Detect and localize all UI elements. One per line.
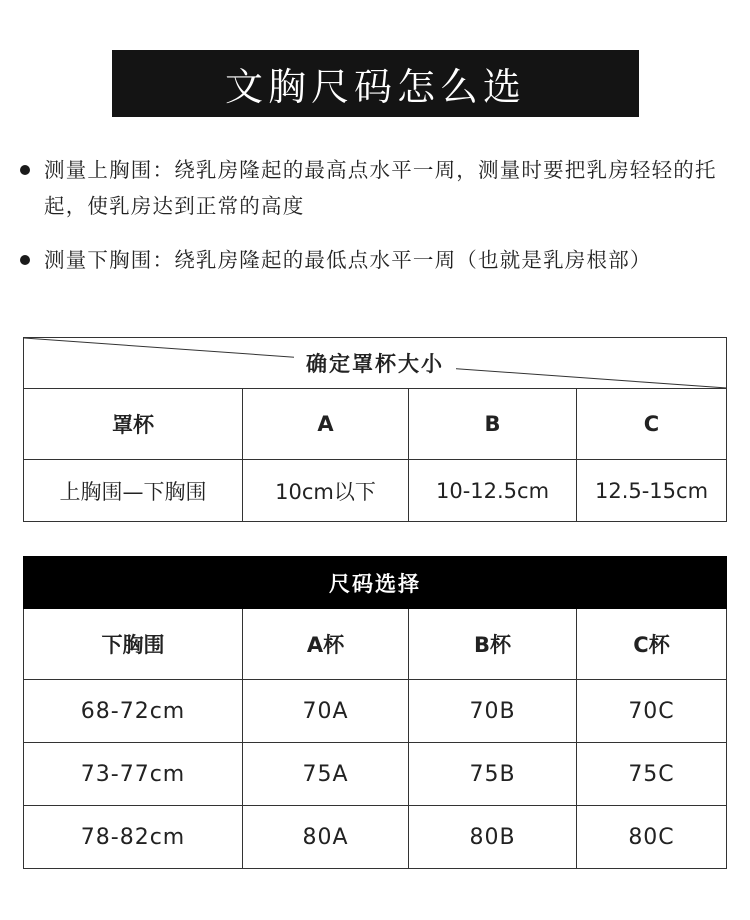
- table-cell: 80B: [409, 806, 577, 869]
- instruction-upper-bust-text: 测量上胸围：绕乳房隆起的最高点水平一周，测量时要把乳房轻轻的托起，使乳房达到正常的高度: [44, 158, 717, 218]
- cup-table-title-text: 确定罩杯大小: [294, 352, 456, 376]
- table-cell: 80C: [577, 806, 727, 869]
- column-header: A: [243, 389, 409, 460]
- bullet-dot-icon: [20, 165, 30, 175]
- cup-size-table: [23, 337, 727, 522]
- table-cell: 75A: [243, 743, 409, 806]
- table-row: [24, 460, 727, 522]
- column-header: 罩杯: [24, 389, 243, 460]
- column-header: C: [577, 389, 727, 460]
- instruction-under-bust-text: 测量下胸围：绕乳房隆起的最低点水平一周（也就是乳房根部）: [44, 248, 652, 272]
- table-cell: 70C: [577, 680, 727, 743]
- table-cell: 75C: [577, 743, 727, 806]
- column-header: B杯: [409, 609, 577, 680]
- page-title: 文胸尺码怎么选: [112, 50, 639, 117]
- cup-table-header-row: [24, 389, 727, 460]
- column-header: B: [409, 389, 577, 460]
- table-cell: 70B: [409, 680, 577, 743]
- column-header: C杯: [577, 609, 727, 680]
- table-cell: 80A: [243, 806, 409, 869]
- table-row: [24, 806, 727, 869]
- table-cell: 78-82cm: [24, 806, 243, 869]
- instruction-upper-bust: [20, 152, 720, 224]
- cup-table-title: [24, 338, 727, 389]
- table-cell: 10-12.5cm: [409, 460, 577, 522]
- table-cell: 75B: [409, 743, 577, 806]
- table-cell: 上胸围—下胸围: [24, 460, 243, 522]
- size-table-title: 尺码选择: [24, 557, 727, 609]
- table-cell: 68-72cm: [24, 680, 243, 743]
- table-cell: 10cm以下: [243, 460, 409, 522]
- size-selection-table: [23, 556, 727, 869]
- instruction-under-bust: [20, 242, 720, 278]
- bullet-dot-icon: [20, 255, 30, 265]
- table-row: [24, 680, 727, 743]
- table-row: [24, 743, 727, 806]
- table-cell: 73-77cm: [24, 743, 243, 806]
- table-cell: 70A: [243, 680, 409, 743]
- size-table-header-row: [24, 609, 727, 680]
- table-cell: 12.5-15cm: [577, 460, 727, 522]
- column-header: A杯: [243, 609, 409, 680]
- measurement-instructions: [20, 152, 720, 296]
- column-header: 下胸围: [24, 609, 243, 680]
